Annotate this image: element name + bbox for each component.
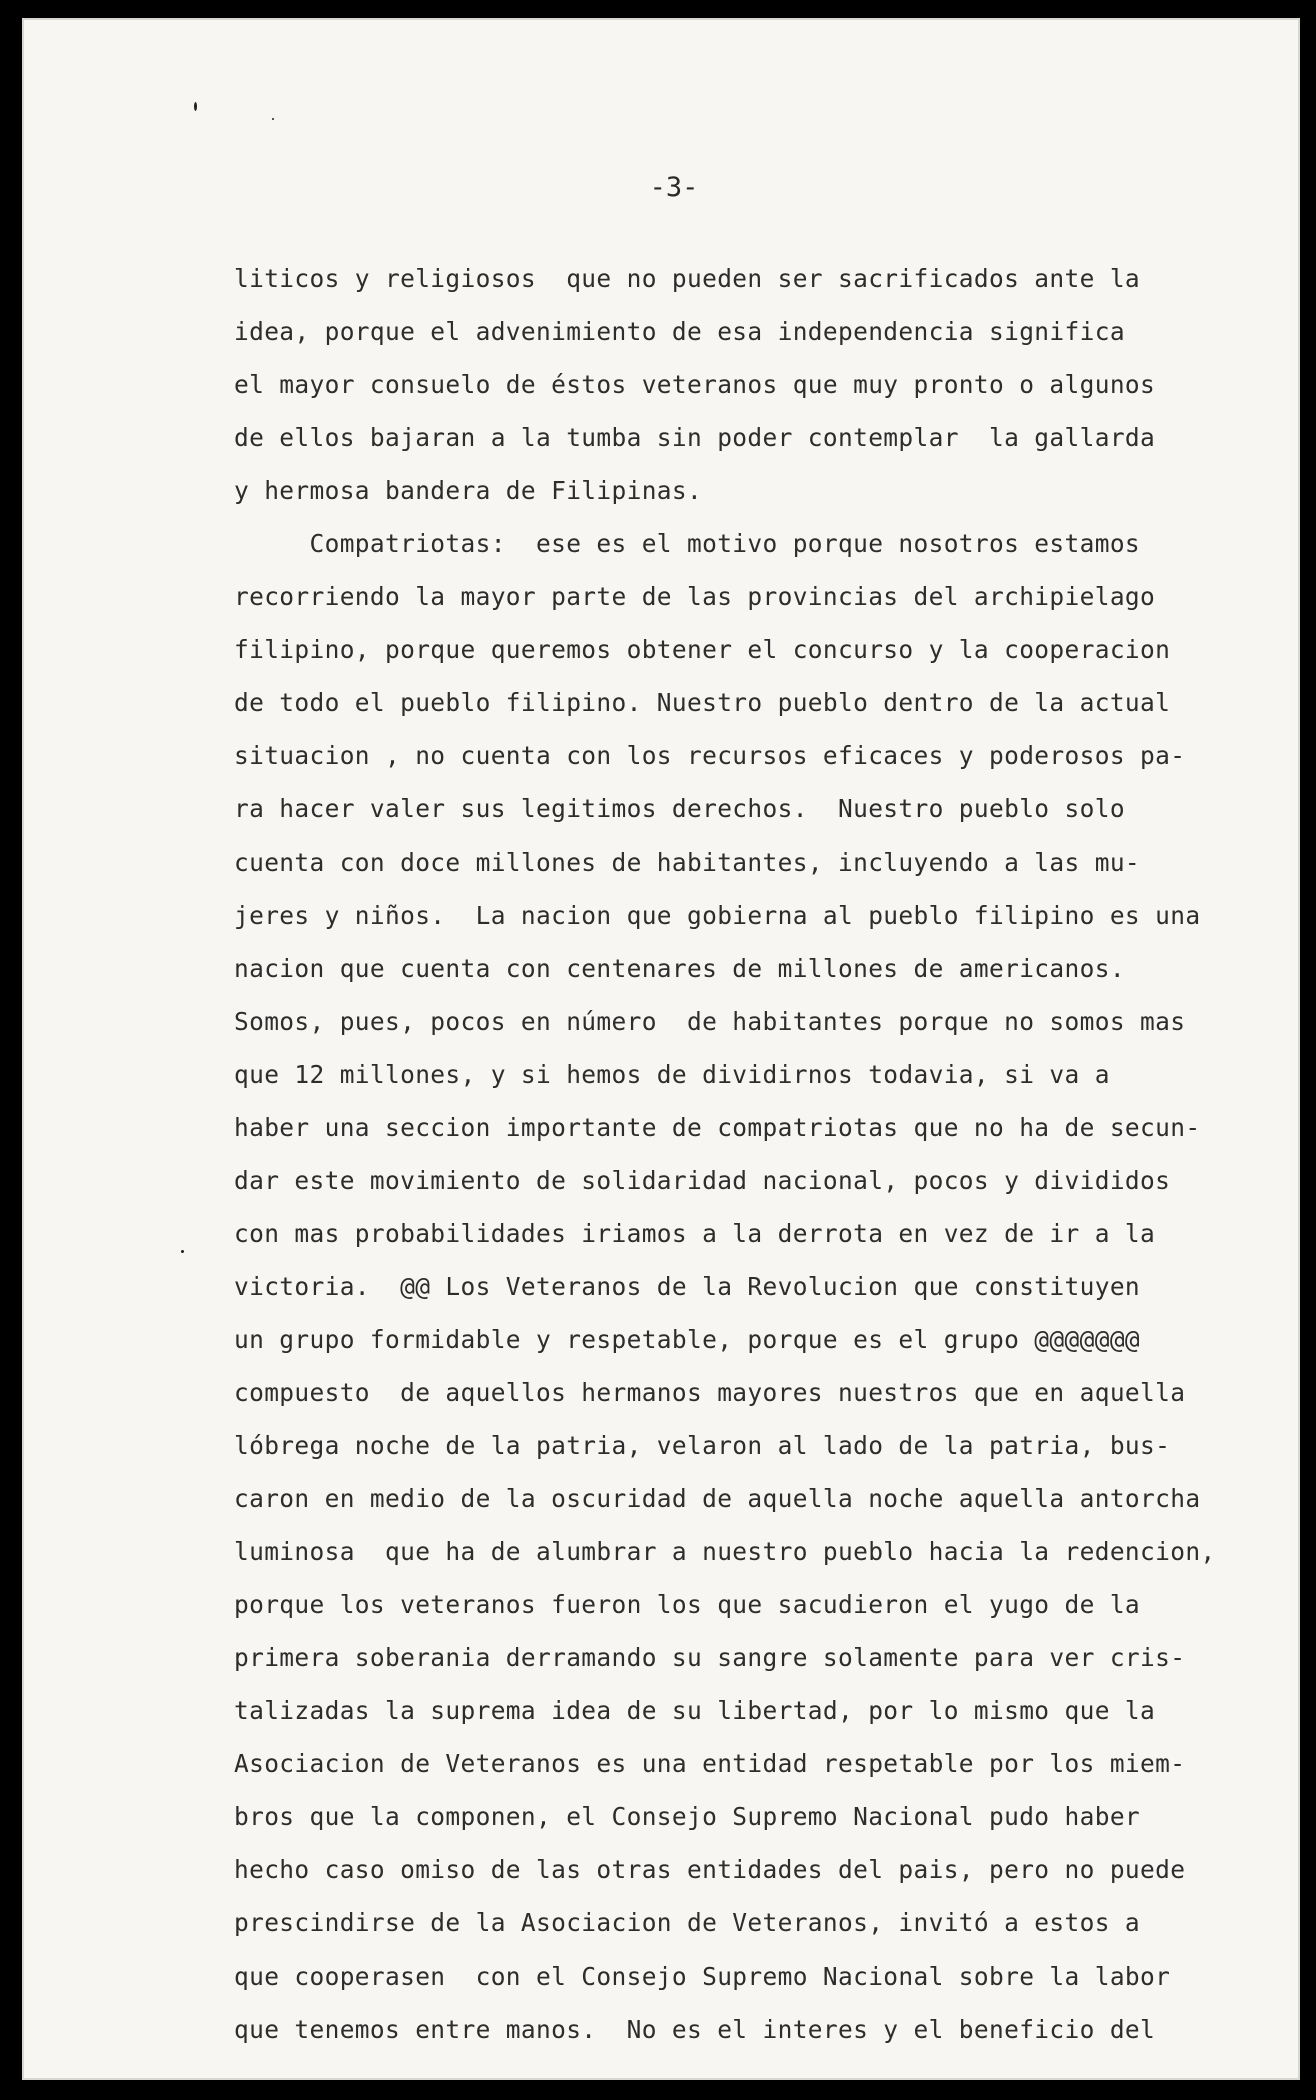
text-line: el mayor consuelo de éstos veteranos que muy pronto o algunos [234, 370, 1156, 400]
text-line: que cooperasen con el Consejo Supremo Nacional sobre la labor [234, 1961, 1171, 1991]
text-line: Compatriotas: ese es el motivo porque nosotros estamos [234, 529, 1141, 559]
text-line: situacion , no cuenta con los recursos eficaces y poderosos pa- [234, 741, 1186, 771]
text-line: bros que la componen, el Consejo Supremo Nacional pudo haber [234, 1802, 1141, 1832]
text-line: porque los veteranos fueron los que sacudieron el yugo de la [234, 1590, 1141, 1620]
ink-speck [181, 1250, 184, 1253]
text-line: ra hacer valer sus legitimos derechos. Nuestro pueblo solo [234, 794, 1125, 824]
text-line: lóbrega noche de la patria, velaron al lado de la patria, bus- [234, 1431, 1171, 1461]
typed-body-text [234, 252, 1254, 2056]
text-line: un grupo formidable y respetable, porque es el grupo @@@@@@@ [234, 1324, 1141, 1354]
text-line: jeres y niños. La nacion que gobierna al pueblo filipino es una [234, 900, 1201, 930]
text-line: hecho caso omiso de las otras entidades del pais, pero no puede [234, 1855, 1186, 1885]
ink-speck [272, 118, 274, 120]
text-line: Asociacion de Veteranos es una entidad respetable por los miem- [234, 1749, 1186, 1779]
text-line: victoria. @@ Los Veteranos de la Revolucion que constituyen [234, 1271, 1141, 1301]
text-line: cuenta con doce millones de habitantes, incluyendo a las mu- [234, 847, 1141, 877]
text-line: que tenemos entre manos. No es el interes y el beneficio del [234, 2014, 1156, 2044]
document-page [22, 18, 1300, 2080]
text-line: prescindirse de la Asociacion de Veteranos, invitó a estos a [234, 1908, 1141, 1938]
text-line: y hermosa bandera de Filipinas. [234, 476, 703, 506]
text-line: filipino, porque queremos obtener el concurso y la cooperacion [234, 635, 1171, 665]
text-line: Somos, pues, pocos en número de habitantes porque no somos mas [234, 1006, 1186, 1036]
text-line: liticos y religiosos que no pueden ser sacrificados ante la [234, 264, 1141, 293]
text-line: que 12 millones, y si hemos de dividirnos todavia, si va a [234, 1059, 1110, 1089]
text-line: de ellos bajaran a la tumba sin poder contemplar la gallarda [234, 423, 1156, 453]
text-line: recorriendo la mayor parte de las provincias del archipielago [234, 582, 1156, 612]
text-line: compuesto de aquellos hermanos mayores nuestros que en aquella [234, 1377, 1186, 1407]
text-line: luminosa que ha de alumbrar a nuestro pueblo hacia la redencion, [234, 1537, 1216, 1567]
text-line: idea, porque el advenimiento de esa independencia significa [234, 317, 1125, 347]
text-line: de todo el pueblo filipino. Nuestro pueblo dentro de la actual [234, 688, 1171, 718]
text-line: haber una seccion importante de compatriotas que no ha de secun- [234, 1112, 1201, 1142]
ink-speck [194, 102, 197, 111]
text-line: con mas probabilidades iriamos a la derrota en vez de ir a la [234, 1218, 1156, 1248]
text-line: nacion que cuenta con centenares de millones de americanos. [234, 953, 1125, 983]
text-line: primera soberania derramando su sangre solamente para ver cris- [234, 1643, 1186, 1673]
text-line: dar este movimiento de solidaridad nacional, pocos y divididos [234, 1165, 1171, 1195]
page-number: -3- [649, 172, 699, 203]
text-line: caron en medio de la oscuridad de aquella noche aquella antorcha [234, 1484, 1201, 1514]
text-line: talizadas la suprema idea de su libertad, por lo mismo que la [234, 1696, 1156, 1726]
